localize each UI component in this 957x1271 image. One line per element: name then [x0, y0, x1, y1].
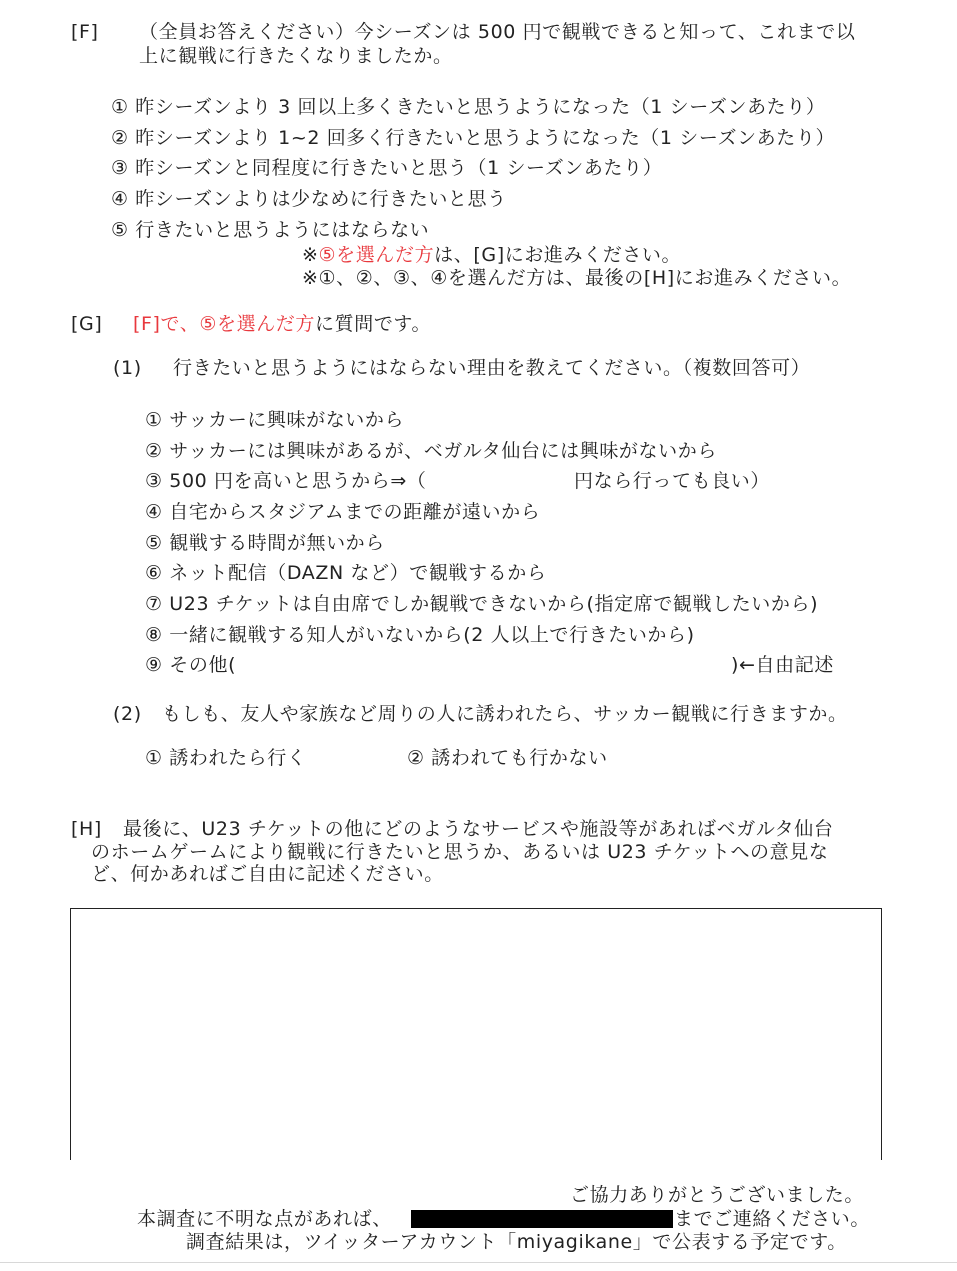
question-g1-option-3: ③ 500 円を高いと思うから⇒（ [145, 470, 427, 492]
question-h-text-line1: 最後に、U23 チケットの他にどのようなサービスや施設等があればベガルタ仙台 [123, 818, 834, 840]
free-comment-box[interactable] [70, 908, 882, 1160]
question-g2-text: もしも、友人や家族など周りの人に誘われたら、サッカー観戦に行きますか。 [162, 703, 848, 725]
question-h-text-line2: のホームゲームにより観戦に行きたいと思うか、あるいは U23 チケットへの意見な [91, 841, 829, 863]
redacted-contact [411, 1210, 673, 1228]
question-f-option-3: ③ 昨シーズンと同程度に行きたいと思う（1 シーズンあたり） [111, 157, 663, 179]
question-g-intro [133, 312, 431, 336]
question-g1-option-5: ⑤ 観戦する時間が無いから [145, 532, 385, 554]
question-g1-option-3-suffix: 円なら行っても良い） [574, 470, 771, 492]
footer-thanks: ご協力ありがとうございました。 [570, 1184, 865, 1206]
question-g1-option-1: ① サッカーに興味がないから [145, 409, 405, 431]
question-f-text-line1: （全員お答えください）今シーズンは 500 円で観戦できると知って、これまで以 [139, 21, 856, 43]
question-g1-text: 行きたいと思うようにはならない理由を教えてください。（複数回答可） [173, 357, 811, 379]
question-f-option-1: ① 昨シーズンより 3 回以上多くきたいと思うようになった（1 シーズンあたり） [111, 96, 826, 118]
question-f-option-5: ⑤ 行きたいと思うようにはならない [111, 219, 430, 241]
question-g-tag: [G] [71, 313, 103, 335]
note-1-prefix: ※ [302, 244, 319, 266]
question-f-tag: [F] [71, 21, 99, 43]
question-f-text-line2: 上に観戦に行きたくなりましたか。 [139, 45, 453, 67]
question-g1-option-2: ② サッカーには興味があるが、ベガルタ仙台には興味がないから [145, 440, 717, 462]
question-h-text-line3: ど、何かあればご自由に記述ください。 [91, 863, 444, 885]
question-g1-option-8: ⑧ 一緒に観戦する知人がいないから(2 人以上で行きたいから) [145, 624, 695, 646]
question-g1-option-6: ⑥ ネット配信（DAZN など）で観戦するから [145, 562, 547, 584]
question-g2-number: (2) [113, 703, 142, 725]
note-1-highlight: ⑤を選んだ方 [318, 244, 435, 266]
question-g1-number: (1) [113, 357, 142, 379]
question-g1-option-9: ⑨ その他( [145, 654, 237, 676]
note-1-suffix: は、[G]にお進みください。 [434, 244, 682, 266]
question-g1-option-4: ④ 自宅からスタジアムまでの距離が遠いから [145, 501, 541, 523]
footer-contact-suffix: までご連絡ください。 [674, 1208, 871, 1230]
footer-contact-prefix: 本調査に不明な点があれば、 [137, 1208, 392, 1230]
question-f-option-4: ④ 昨シーズンよりは少なめに行きたいと思う [111, 188, 507, 210]
question-g-intro-highlight: [F]で、⑤を選んだ方 [133, 313, 316, 335]
question-g2-option-2: ② 誘われても行かない [407, 747, 608, 769]
footer-publish-note: 調査結果は，ツイッターアカウント「miyagikane」で公表する予定です。 [186, 1231, 847, 1253]
question-h-tag: [H] [71, 818, 102, 840]
question-g1-option-9-suffix: )←自由記述 [731, 654, 834, 676]
question-g1-option-7: ⑦ U23 チケットは自由席でしか観戦できないから(指定席で観戦したいから) [145, 593, 819, 615]
question-f-note-1 [302, 243, 681, 267]
question-f-option-2: ② 昨シーズンより 1~2 回多く行きたいと思うようになった（1 シーズンあたり） [111, 127, 836, 149]
question-g2-option-1: ① 誘われたら行く [145, 747, 307, 769]
page-bottom-edge [0, 1262, 957, 1263]
question-g-intro-suffix: に質問です。 [315, 313, 432, 335]
question-f-note-2: ※①、②、③、④を選んだ方は、最後の[H]にお進みください。 [302, 267, 852, 289]
